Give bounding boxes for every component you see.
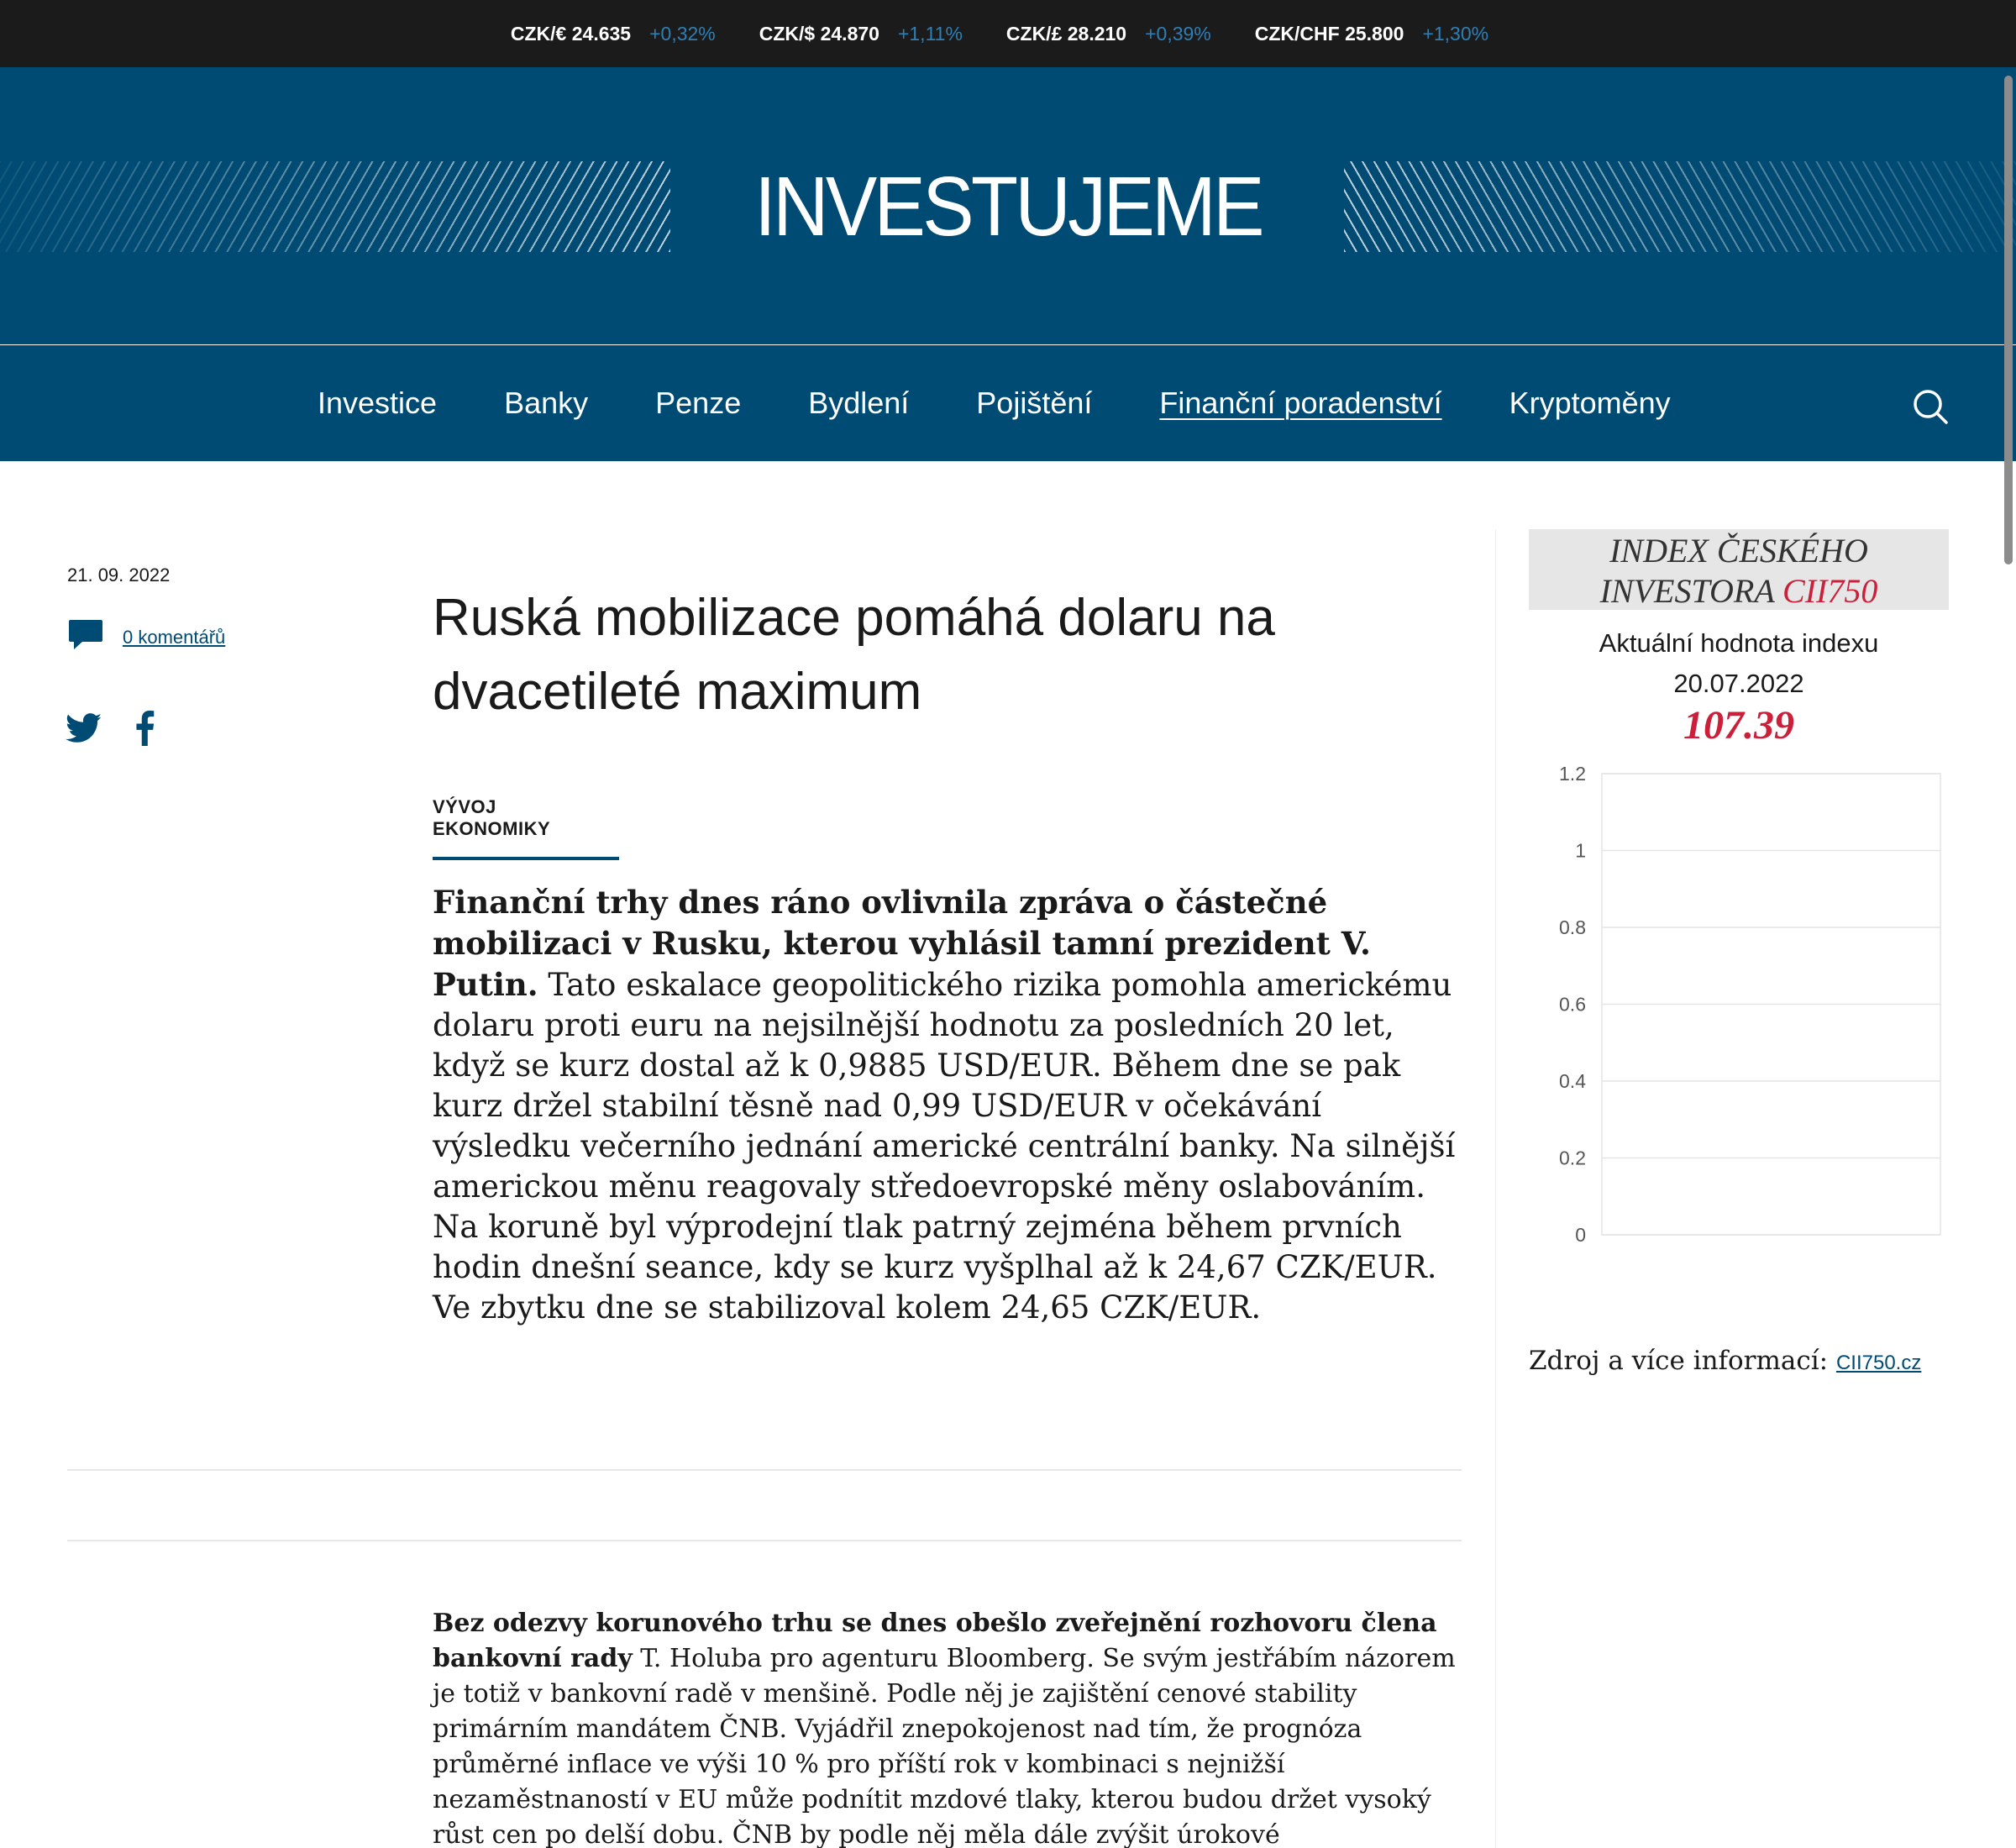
ticker-change: +1,11%	[897, 22, 963, 45]
paragraph-text: T. Holuba pro agenturu Bloomberg. Se svým jestřábím názorem je totiž v bankovní radě v menšině. Podle něj je zajištění cenové stability primárním mandátem ČNB. Vyjádřil znepokojenost nad tím, že prognóza průměrné inflace ve výši 10 % pro příští rok v kombinaci s nejnižší nezaměstnaností v EU může podnítit mzdové tlaky, kterou budou držet vysoký růst cen po delší dobu. ČNB by podle něj měla dále zvýšit úrokové	[433, 1644, 1456, 1848]
ticker-pair: CZK/$ 24.870	[759, 22, 879, 45]
ticker-pair: CZK/€ 24.635	[510, 22, 632, 45]
article-paragraph	[433, 1606, 1462, 1848]
widget-index-value: 107.39	[1683, 703, 1794, 748]
scrollbar-thumb[interactable]	[2004, 76, 2013, 564]
chart-y-tick-label: 1	[1575, 839, 1586, 862]
ticker-item-usd	[759, 23, 963, 45]
widget-title-text: INVESTORA	[1599, 572, 1783, 610]
comments-link[interactable]: 0 komentářů	[123, 626, 226, 648]
nav-item-bydleni[interactable]: Bydlení	[808, 386, 910, 420]
paragraph-bold-text: Bez odezvy korunového trhu se dnes obešlo zveřejnění rozhovoru člena bankovní rady	[433, 1609, 1437, 1673]
article-category-link[interactable]: VÝVOJ EKONOMIKY	[433, 796, 619, 860]
chart-y-tick-label: 0.4	[1559, 1070, 1586, 1092]
header-stripes-decoration	[0, 161, 670, 252]
currency-ticker	[0, 0, 2016, 67]
comment-icon[interactable]	[67, 618, 104, 656]
ticker-change: +0,32%	[649, 22, 716, 45]
index-widget-title	[1529, 529, 1949, 610]
search-icon[interactable]	[1912, 388, 1949, 425]
chart-y-tick-label: 0	[1575, 1224, 1586, 1246]
ticker-item-eur	[511, 23, 716, 45]
header-stripes-decoration	[1344, 161, 2016, 252]
nav-item-penze[interactable]: Penze	[655, 386, 742, 420]
nav-item-banky[interactable]: Banky	[504, 386, 589, 420]
main-nav	[0, 345, 2016, 461]
nav-item-investice[interactable]: Investice	[318, 386, 438, 420]
article-lead	[433, 882, 1462, 1328]
chart-y-tick-label: 1.2	[1559, 763, 1586, 785]
chart-y-tick-label: 0.8	[1559, 916, 1586, 938]
index-chart	[1529, 756, 1949, 1260]
nav-item-kryptomeny[interactable]: Kryptoměny	[1509, 386, 1671, 420]
widget-source	[1529, 1346, 1921, 1376]
widget-title-line2	[1529, 571, 1949, 612]
facebook-icon[interactable]	[134, 711, 155, 750]
ticker-item-chf	[1255, 23, 1488, 45]
article-date: 21. 09. 2022	[67, 564, 171, 585]
lead-text: Tato eskalace geopolitického rizika pomohla americkému dolaru proti euru na nejsilnější hodnotu za posledních 20 let, když se kurz dostal až k 0,9885 USD/EUR. Během dne se pak kurz držel stabilní těsně nad 0,99 USD/EUR v očekávání výsledku večerního jednání americké centrální banky. Na silnější americkou měnu reagovaly středoevropské měny oslabováním. Na koruně byl výprodejní tlak patrný zejména během prvních hodin dnešní seance, kdy se kurz vyšplhal až k 24,67 CZK/EUR. Ve zbytku dne se stabilizoval kolem 24,65 CZK/EUR.	[433, 967, 1456, 1326]
twitter-icon[interactable]	[66, 713, 102, 748]
nav-item-financni-poradenstvi[interactable]: Finanční poradenství	[1159, 386, 1442, 420]
widget-value-label: Aktuální hodnota indexu	[1599, 628, 1879, 658]
ticker-item-gbp	[1006, 23, 1211, 45]
divider	[67, 1540, 1462, 1541]
source-label: Zdroj a více informací:	[1529, 1346, 1836, 1376]
site-header	[0, 67, 2016, 344]
nav-item-pojisteni[interactable]: Pojištění	[976, 386, 1093, 420]
lead-bold-text: Finanční trhy dnes ráno ovlivnila zpráva o částečné mobilizaci v Rusku, kterou vyhlásil tamní prezident V. Putin.	[433, 884, 1371, 1003]
widget-value-date: 20.07.2022	[1673, 669, 1804, 698]
source-link[interactable]: CII750.cz	[1835, 1352, 1922, 1374]
ticker-change: +1,30%	[1422, 22, 1489, 45]
widget-index-code: CII750	[1782, 572, 1878, 610]
divider	[67, 1469, 1462, 1471]
comments-block	[67, 618, 225, 656]
ticker-pair: CZK/£ 28.210	[1005, 22, 1127, 45]
chart-y-tick-label: 0.6	[1559, 993, 1586, 1016]
sidebar-divider	[1495, 529, 1496, 1848]
article-title: Ruská mobilizace pomáhá dolaru na dvacetileté maximum	[433, 589, 1275, 721]
ticker-change: +0,39%	[1145, 22, 1211, 45]
chart-y-tick-label: 0.2	[1559, 1147, 1586, 1169]
share-buttons	[66, 711, 155, 750]
ticker-pair: CZK/CHF 25.800	[1254, 22, 1404, 45]
widget-title-line1: INDEX ČESKÉHO	[1609, 532, 1868, 570]
site-logo[interactable]: INVESTUJEME	[754, 160, 1262, 254]
